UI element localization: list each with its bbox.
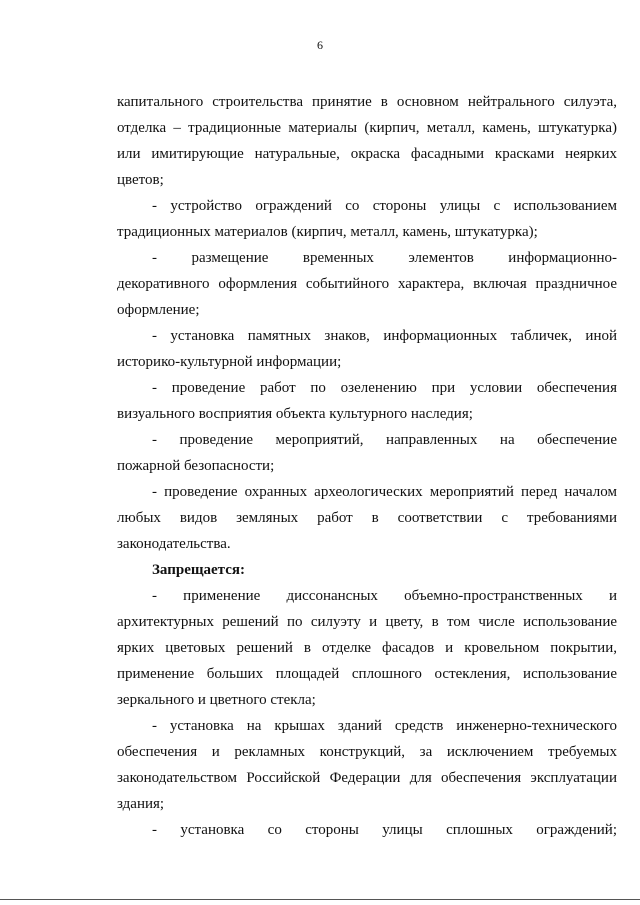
text-line: зеркального и цветного стекла; — [117, 692, 316, 708]
page-number: 6 — [317, 38, 323, 52]
list-item-line: - проведение мероприятий, направленных на обеспечение — [152, 432, 617, 448]
text-line: отделка – традиционные материалы (кирпич, металл, камень, штукатурка) — [117, 120, 617, 136]
list-item-line: - размещение временных элементов информационно- — [152, 250, 617, 266]
text-line: обеспечения и рекламных конструкций, за исключением требуемых — [117, 744, 617, 760]
text-line: цветов; — [117, 172, 164, 188]
text-line: законодательства. — [117, 536, 231, 552]
section-heading: Запрещается: — [152, 562, 246, 578]
text-line: архитектурных решений по силуэту и цвету, в том числе использование — [117, 614, 617, 630]
text-line: визуального восприятия объекта культурного наследия; — [117, 406, 473, 422]
text-line: традиционных материалов (кирпич, металл, камень, штукатурка); — [117, 224, 538, 240]
text-line: законодательством Российской Федерации для обеспечения эксплуатации — [117, 770, 617, 786]
text-line: пожарной безопасности; — [117, 458, 275, 474]
text-line: декоративного оформления событийного характера, включая праздничное — [117, 276, 617, 292]
text-line: здания; — [117, 796, 165, 812]
text-line: капитального строительства принятие в основном нейтрального силуэта, — [117, 94, 617, 110]
list-item-line: - проведение работ по озеленению при условии обеспечения — [152, 380, 617, 396]
text-line: историко-культурной информации; — [117, 354, 342, 370]
list-item-line: - установка на крышах зданий средств инженерно-технического — [152, 718, 617, 734]
text-line: применение больших площадей сплошного остекления, использование — [117, 666, 617, 682]
list-item-line: - применение диссонансных объемно-пространственных и — [152, 588, 617, 604]
list-item-line: - установка со стороны улицы сплошных ограждений; — [152, 822, 617, 838]
text-line: оформление; — [117, 302, 200, 318]
text-line: ярких цветовых решений в отделке фасадов и кровельном покрытии, — [117, 640, 617, 656]
list-item-line: - устройство ограждений со стороны улицы с использованием — [152, 198, 617, 214]
text-line: или имитирующие натуральные, окраска фасадными красками неярких — [117, 146, 617, 162]
scan-edge-line — [0, 899, 640, 900]
text-line: любых видов земляных работ в соответствии с требованиями — [117, 510, 617, 526]
list-item-line: - проведение охранных археологических мероприятий перед началом — [152, 484, 617, 500]
list-item-line: - установка памятных знаков, информационных табличек, иной — [152, 328, 617, 344]
